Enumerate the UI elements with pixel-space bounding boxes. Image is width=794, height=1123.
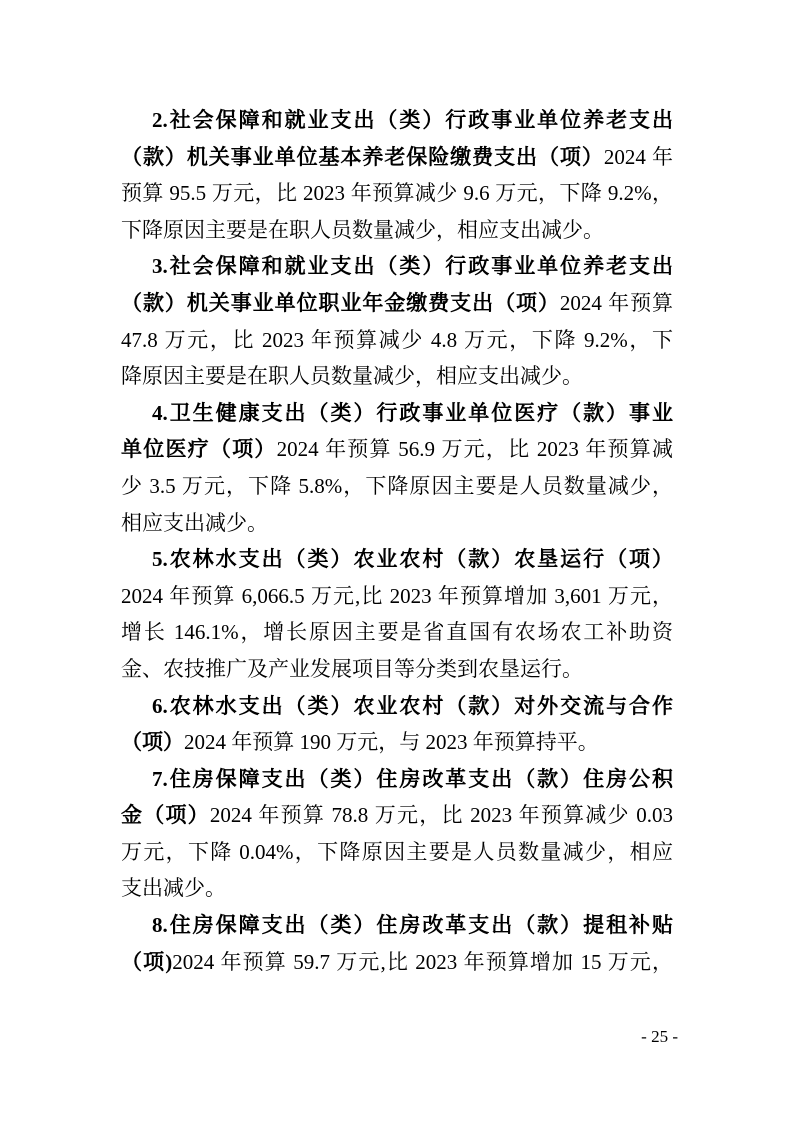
paragraph-line	[121, 651, 673, 688]
budget-body-text: 支出减少。	[121, 876, 226, 901]
budget-heading-text: （项)	[121, 949, 173, 974]
budget-heading-text: （项）	[121, 730, 184, 755]
paragraph-line	[121, 724, 673, 761]
budget-body-text: 2024 年预算 56.9 万元，比 2023 年预算减	[276, 437, 673, 462]
paragraph-line	[121, 907, 673, 944]
budget-heading-text: 2.社会保障和就业支出（类）行政事业单位养老支出	[152, 108, 673, 132]
budget-body-text: 相应支出减少。	[121, 510, 268, 535]
paragraph-line	[121, 102, 673, 139]
budget-heading-text: 金（项）	[121, 803, 210, 828]
paragraph-line	[121, 358, 673, 395]
budget-heading-text: 3.社会保障和就业支出（类）行政事业单位养老支出	[152, 254, 673, 279]
budget-body-text: 降原因主要是在职人员数量减少，相应支出减少。	[121, 364, 583, 389]
paragraph-line	[121, 688, 673, 725]
budget-item-paragraph	[121, 102, 673, 248]
budget-body-text: 2024 年预算	[559, 290, 673, 315]
budget-item-paragraph	[121, 688, 673, 761]
budget-body-text: 万元，下降 0.04%，下降原因主要是人员数量减少，相应	[121, 839, 673, 864]
paragraph-line	[121, 139, 673, 176]
budget-item-paragraph	[121, 248, 673, 394]
paragraph-line	[121, 175, 673, 212]
budget-item-paragraph	[121, 907, 673, 980]
budget-body-text: 增长 146.1%，增长原因主要是省直国有农场农工补助资	[121, 620, 673, 645]
paragraph-line	[121, 834, 673, 871]
budget-body-text: 预算 95.5 万元，比 2023 年预算减少 9.6 万元，下降 9.2%，	[121, 181, 673, 206]
budget-heading-text: 单位医疗（项）	[121, 437, 277, 462]
budget-body-text: 下降原因主要是在职人员数量减少，相应支出减少。	[121, 217, 604, 242]
paragraph-line	[121, 431, 673, 468]
budget-body-text: 2024 年	[603, 144, 673, 169]
paragraph-line	[121, 944, 673, 981]
paragraph-line	[121, 541, 673, 578]
budget-body-text: 2024 年预算 190 万元，与 2023 年预算持平。	[184, 730, 599, 755]
paragraph-line	[121, 395, 673, 432]
budget-heading-text: 6.农林水支出（类）农业农村（款）对外交流与合作	[152, 693, 673, 718]
budget-body-text: 2024 年预算 59.7 万元,比 2023 年预算增加 15 万元，	[172, 949, 673, 974]
budget-body-text: 2024 年预算 78.8 万元，比 2023 年预算减少 0.03	[209, 803, 673, 828]
budget-heading-text: 4.卫生健康支出（类）行政事业单位医疗（款）事业	[152, 400, 673, 425]
paragraph-line	[121, 212, 673, 249]
paragraph-line	[121, 797, 673, 834]
budget-heading-text: （款）机关事业单位基本养老保险缴费支出（项）	[121, 144, 604, 169]
paragraph-line	[121, 761, 673, 798]
budget-heading-text: 8.住房保障支出（类）住房改革支出（款）提租补贴	[152, 913, 673, 938]
budget-body-text: 金、农技推广及产业发展项目等分类到农垦运行。	[121, 656, 583, 681]
budget-item-paragraph	[121, 761, 673, 907]
budget-text-block	[121, 102, 673, 980]
paragraph-line	[121, 248, 673, 285]
paragraph-line	[121, 505, 673, 542]
paragraph-line	[121, 870, 673, 907]
page-number: - 25 -	[641, 1027, 678, 1046]
paragraph-line	[121, 322, 673, 359]
budget-body-text: 2024 年预算 6,066.5 万元,比 2023 年预算增加 3,601 万元，	[121, 583, 673, 608]
paragraph-line	[121, 614, 673, 651]
budget-body-text: 47.8 万元，比 2023 年预算减少 4.8 万元，下降 9.2%，下	[121, 327, 673, 352]
budget-heading-text: 5.农林水支出（类）农业农村（款）农垦运行（项）	[152, 547, 673, 572]
budget-heading-text: 7.住房保障支出（类）住房改革支出（款）住房公积	[152, 766, 673, 791]
paragraph-line	[121, 285, 673, 322]
paragraph-line	[121, 578, 673, 615]
budget-item-paragraph	[121, 395, 673, 541]
budget-heading-text: （款）机关事业单位职业年金缴费支出（项）	[121, 290, 560, 315]
budget-item-paragraph	[121, 541, 673, 687]
budget-body-text: 少 3.5 万元，下降 5.8%，下降原因主要是人员数量减少，	[121, 473, 673, 498]
paragraph-line	[121, 468, 673, 505]
